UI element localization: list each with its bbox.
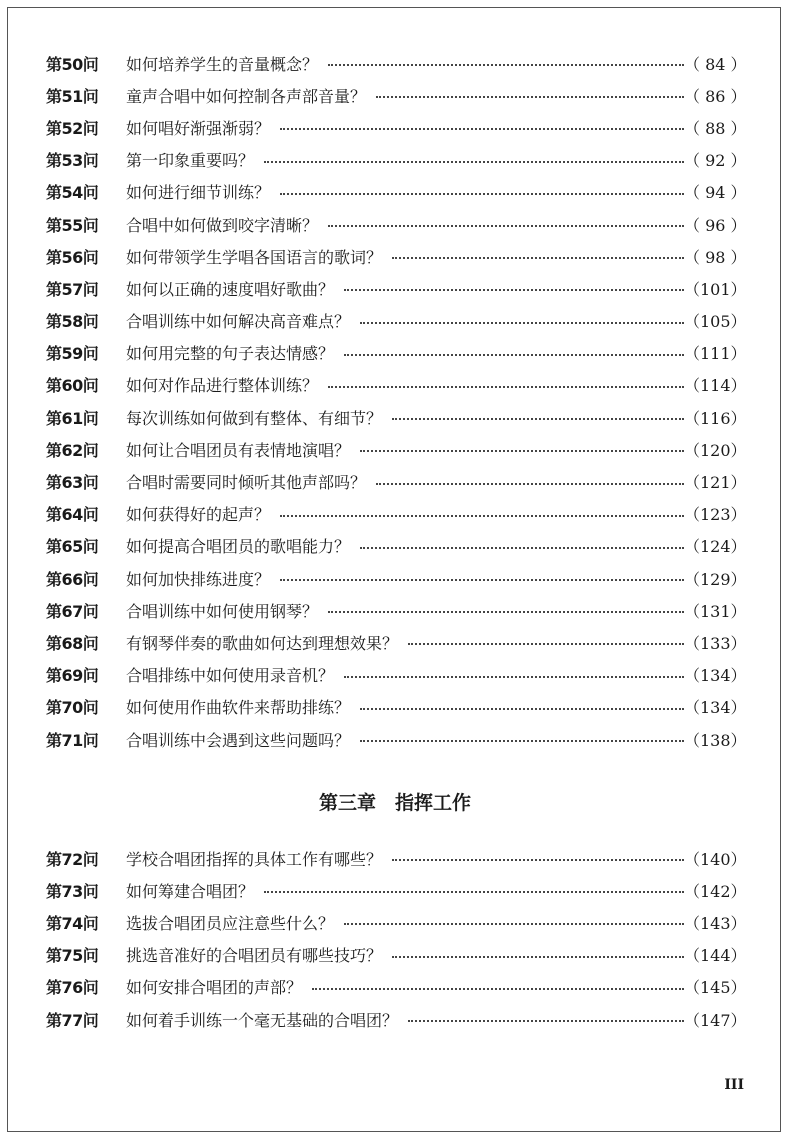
question-number: 第55问: [46, 215, 99, 235]
dot-leader: [408, 1020, 684, 1022]
toc-entry[interactable]: [46, 272, 746, 304]
dot-leader: [344, 923, 684, 925]
question-number: 第63问: [46, 473, 99, 493]
toc-entry[interactable]: [46, 594, 746, 626]
page-reference: （ 98 ）: [684, 247, 747, 267]
question-number: 第56问: [46, 247, 99, 267]
dot-leader: [312, 988, 684, 990]
page-reference: （ 92 ）: [684, 151, 747, 171]
question-number: 第66问: [46, 569, 99, 589]
page-reference: （ 94 ）: [684, 183, 747, 203]
dot-leader: [360, 450, 684, 452]
question-number: 第58问: [46, 312, 99, 332]
toc-list-questions-50-71: [46, 47, 746, 755]
dot-leader: [392, 859, 684, 861]
question-title: 合唱训练中如何使用钢琴？: [126, 601, 319, 621]
dot-leader: [408, 643, 684, 645]
chapter-heading: 第三章 指挥工作: [318, 792, 471, 814]
toc-entry[interactable]: [46, 79, 746, 111]
dot-leader: [360, 708, 684, 710]
page-reference: （124）: [684, 537, 747, 557]
toc-entry[interactable]: [46, 208, 746, 240]
dot-leader: [328, 611, 684, 613]
page-reference: （ 86 ）: [684, 86, 747, 106]
page-reference: （133）: [684, 633, 747, 653]
toc-entry[interactable]: [46, 939, 746, 971]
page-number: III: [724, 1077, 744, 1093]
dot-leader: [328, 64, 684, 66]
question-title: 如何让合唱团员有表情地演唱？: [126, 440, 351, 460]
page-reference: （134）: [684, 666, 747, 686]
toc-entry[interactable]: [46, 433, 746, 465]
question-number: 第50问: [46, 54, 99, 74]
page-reference: （ 96 ）: [684, 215, 747, 235]
toc-entry[interactable]: [46, 465, 746, 497]
question-number: 第65问: [46, 537, 99, 557]
question-title: 如何带领学生学唱各国语言的歌词？: [126, 247, 383, 267]
dot-leader: [392, 257, 684, 259]
question-title: 合唱时需要同时倾听其他声部吗？: [126, 473, 367, 493]
question-number: 第71问: [46, 730, 99, 750]
question-number: 第64问: [46, 505, 99, 525]
page-reference: （120）: [684, 440, 747, 460]
question-title: 如何加快排练进度？: [126, 569, 271, 589]
question-number: 第51问: [46, 86, 99, 106]
question-title: 如何用完整的句子表达情感？: [126, 344, 335, 364]
question-number: 第60问: [46, 376, 99, 396]
question-title: 合唱排练中如何使用录音机？: [126, 666, 335, 686]
question-number: 第70问: [46, 698, 99, 718]
page-reference: （129）: [684, 569, 747, 589]
toc-entry[interactable]: [46, 111, 746, 143]
page-reference: （114）: [684, 376, 747, 396]
question-title: 合唱训练中如何解决高音难点？: [126, 312, 351, 332]
question-number: 第68问: [46, 633, 99, 653]
page-reference: （123）: [684, 505, 747, 525]
toc-entry[interactable]: [46, 47, 746, 79]
toc-entry[interactable]: [46, 842, 746, 874]
toc-entry[interactable]: [46, 1003, 746, 1035]
question-title: 每次训练如何做到有整体、有细节？: [126, 408, 383, 428]
question-number: 第69问: [46, 666, 99, 686]
dot-leader: [264, 161, 684, 163]
toc-entry[interactable]: [46, 176, 746, 208]
page-reference: （121）: [684, 473, 747, 493]
question-number: 第72问: [46, 849, 99, 869]
question-title: 选拔合唱团员应注意些什么？: [126, 913, 335, 933]
dot-leader: [328, 386, 684, 388]
question-title: 如何提高合唱团员的歌唱能力？: [126, 537, 351, 557]
dot-leader: [344, 676, 684, 678]
dot-leader: [360, 740, 684, 742]
dot-leader: [360, 322, 684, 324]
page-reference: （134）: [684, 698, 747, 718]
toc-entry[interactable]: [46, 906, 746, 938]
dot-leader: [344, 289, 684, 291]
page-reference: （131）: [684, 601, 747, 621]
dot-leader: [392, 956, 684, 958]
question-title: 如何唱好渐强渐弱？: [126, 118, 271, 138]
question-title: 如何着手训练一个毫无基础的合唱团？: [126, 1010, 399, 1030]
toc-entry[interactable]: [46, 305, 746, 337]
page-reference: （116）: [684, 408, 747, 428]
question-number: 第54问: [46, 183, 99, 203]
question-number: 第75问: [46, 946, 99, 966]
page-reference: （143）: [684, 913, 747, 933]
question-number: 第53问: [46, 151, 99, 171]
toc-entry[interactable]: [46, 971, 746, 1003]
question-title: 如何以正确的速度唱好歌曲？: [126, 279, 335, 299]
question-title: 第一印象重要吗？: [126, 151, 255, 171]
question-number: 第61问: [46, 408, 99, 428]
question-title: 如何进行细节训练？: [126, 183, 271, 203]
dot-leader: [280, 579, 684, 581]
question-title: 如何对作品进行整体训练？: [126, 376, 319, 396]
page-reference: （105）: [684, 312, 747, 332]
question-number: 第57问: [46, 279, 99, 299]
dot-leader: [392, 418, 684, 420]
toc-list-questions-72-77: [46, 842, 746, 1035]
dot-leader: [344, 354, 684, 356]
toc-entry[interactable]: [46, 562, 746, 594]
toc-entry[interactable]: [46, 337, 746, 369]
page-reference: （145）: [684, 978, 747, 998]
question-title: 有钢琴伴奏的歌曲如何达到理想效果？: [126, 633, 399, 653]
toc-entry[interactable]: [46, 626, 746, 658]
page-reference: （144）: [684, 946, 747, 966]
toc-entry[interactable]: [46, 530, 746, 562]
page-reference: （138）: [684, 730, 747, 750]
dot-leader: [360, 547, 684, 549]
dot-leader: [376, 483, 684, 485]
page-reference: （147）: [684, 1010, 747, 1030]
question-title: 学校合唱团指挥的具体工作有哪些？: [126, 849, 383, 869]
question-title: 如何获得好的起声？: [126, 505, 271, 525]
question-title: 童声合唱中如何控制各声部音量？: [126, 86, 367, 106]
question-number: 第67问: [46, 601, 99, 621]
page-reference: （101）: [684, 279, 747, 299]
dot-leader: [264, 891, 684, 893]
dot-leader: [280, 515, 684, 517]
page-reference: （ 84 ）: [684, 54, 747, 74]
dot-leader: [280, 128, 684, 130]
question-title: 如何使用作曲软件来帮助排练？: [126, 698, 351, 718]
toc-entry[interactable]: [46, 240, 746, 272]
question-number: 第52问: [46, 118, 99, 138]
dot-leader: [280, 193, 684, 195]
question-title: 如何筹建合唱团？: [126, 881, 255, 901]
question-number: 第62问: [46, 440, 99, 460]
question-title: 合唱中如何做到咬字清晰？: [126, 215, 319, 235]
toc-entry[interactable]: [46, 498, 746, 530]
page-reference: （ 88 ）: [684, 118, 747, 138]
question-number: 第73问: [46, 881, 99, 901]
page-reference: （142）: [684, 881, 747, 901]
toc-entry[interactable]: [46, 874, 746, 906]
dot-leader: [376, 96, 684, 98]
toc-entry[interactable]: [46, 659, 746, 691]
toc-entry[interactable]: [46, 369, 746, 401]
question-title: 合唱训练中会遇到这些问题吗？: [126, 730, 351, 750]
question-number: 第74问: [46, 913, 99, 933]
page-reference: （111）: [684, 344, 747, 364]
question-number: 第59问: [46, 344, 99, 364]
toc-entry[interactable]: [46, 723, 746, 755]
question-title: 如何培养学生的音量概念？: [126, 54, 319, 74]
question-title: 如何安排合唱团的声部？: [126, 978, 303, 998]
question-title: 挑选音准好的合唱团员有哪些技巧？: [126, 946, 383, 966]
toc-entry[interactable]: [46, 144, 746, 176]
dot-leader: [328, 225, 684, 227]
question-number: 第77问: [46, 1010, 99, 1030]
toc-entry[interactable]: [46, 401, 746, 433]
page-reference: （140）: [684, 849, 747, 869]
question-number: 第76问: [46, 978, 99, 998]
toc-entry[interactable]: [46, 691, 746, 723]
